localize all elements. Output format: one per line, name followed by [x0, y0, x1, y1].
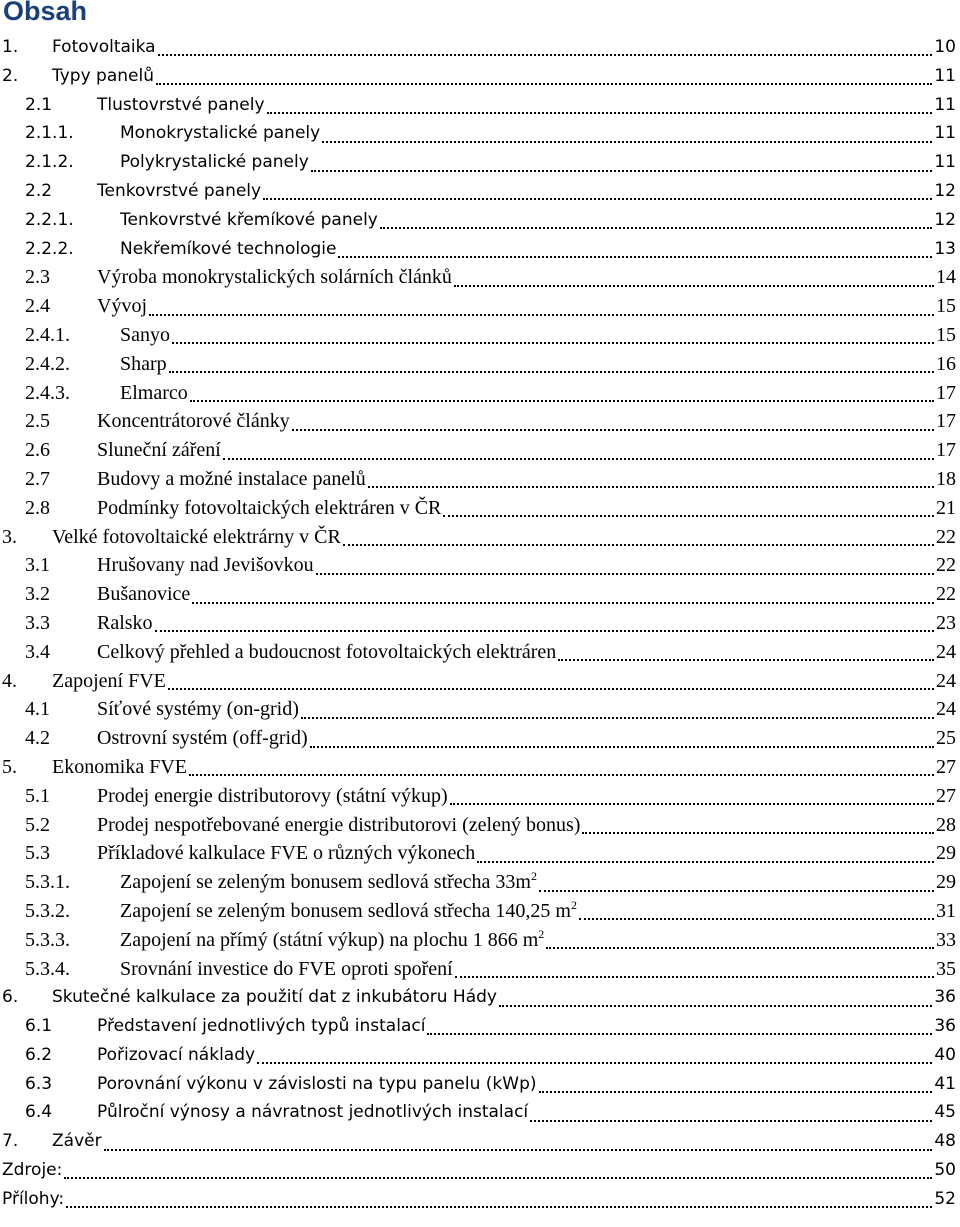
toc-entry-title	[52, 1127, 102, 1156]
toc-entry-number: 2.	[2, 65, 19, 86]
toc-entry-title-text: Elmarco	[120, 381, 188, 404]
toc-entry-page-number: 40	[934, 1044, 956, 1065]
toc-entry-page-number: 36	[934, 1016, 956, 1037]
dot-leader	[158, 54, 933, 56]
toc-entry[interactable]	[0, 638, 960, 667]
dot-leader	[257, 1062, 932, 1064]
toc-entry-number: 2.2	[25, 180, 53, 201]
toc-entry[interactable]	[0, 523, 960, 552]
toc-entry-title	[97, 1041, 255, 1070]
toc-entry-number: 2.6	[25, 439, 50, 462]
toc-entry-number: 6.4	[25, 1102, 53, 1123]
dot-leader	[292, 429, 934, 431]
dot-leader	[454, 285, 934, 287]
dot-leader	[380, 227, 933, 229]
toc-entry-title	[120, 235, 336, 264]
toc-entry-page-number: 52	[934, 1188, 956, 1209]
toc-entry-title-text: Přílohy:	[2, 1188, 65, 1209]
toc-entry-number: 6.	[2, 987, 19, 1008]
toc-entry-title-text: Bušanovice	[97, 583, 191, 606]
toc-entry-title	[0, 1156, 62, 1185]
toc-entry-number: 4.	[2, 669, 17, 692]
dot-leader	[310, 746, 934, 748]
toc-entry-number: 5.3	[25, 842, 50, 865]
dot-leader	[477, 861, 934, 863]
toc-entry-title-text: Sharp	[120, 352, 167, 375]
toc-entry-title	[120, 955, 453, 984]
toc-entry[interactable]	[0, 235, 960, 264]
toc-entry[interactable]	[0, 1041, 960, 1070]
toc-entry-title	[120, 321, 170, 350]
toc-entry-title	[97, 263, 452, 292]
dot-leader	[450, 803, 934, 805]
toc-entry-page-number: 12	[934, 180, 956, 201]
toc-entry-title-text: Tenkovrstvé panely	[97, 180, 262, 201]
toc-entry-page-number: 36	[934, 987, 956, 1008]
toc-entry-page-number: 31	[936, 899, 956, 922]
toc-entry[interactable]	[0, 379, 960, 408]
toc-entry-title-text: Vývoj	[97, 295, 147, 318]
toc-entry[interactable]	[0, 119, 960, 148]
toc-entry-title	[52, 753, 187, 782]
toc-entry-number: 2.7	[25, 467, 50, 490]
toc-entry-title-text: Budovy a možné instalace panelů	[97, 467, 366, 490]
toc-entry-page-number: 14	[936, 266, 956, 289]
toc-entry-title	[97, 1098, 528, 1127]
toc-entry-number: 3.2	[25, 583, 50, 606]
toc-entry-number: 6.3	[25, 1073, 53, 1094]
dot-leader	[343, 544, 934, 546]
dot-leader	[311, 170, 933, 172]
dot-leader	[192, 602, 934, 604]
toc-entry-number: 7.	[2, 1131, 19, 1152]
dot-leader	[156, 83, 932, 85]
toc-entry-title	[97, 811, 580, 840]
toc-entry[interactable]	[0, 811, 960, 840]
dot-leader	[539, 1091, 933, 1093]
toc-entry[interactable]	[0, 667, 960, 696]
toc-entry-number: 2.5	[25, 410, 50, 433]
toc-entry-number: 5.3.2.	[25, 899, 70, 922]
toc-entry-title	[52, 62, 154, 91]
dot-leader	[223, 458, 934, 460]
toc-entry[interactable]	[0, 350, 960, 379]
toc-entry-number: 3.3	[25, 611, 50, 634]
toc-entry-title	[97, 494, 441, 523]
toc-entry-number: 1.	[2, 37, 19, 57]
toc-entry-title	[97, 292, 147, 321]
toc-entry-title-text: Nekřemíkové technologie	[120, 238, 337, 259]
toc-entry[interactable]	[0, 955, 960, 984]
toc-entry-number: 2.4.1.	[25, 323, 70, 346]
toc-entry-title-text: Tlustovrstvé panely	[97, 94, 265, 115]
toc-entry-number: 3.	[2, 525, 17, 548]
toc-entry-title	[97, 1070, 537, 1099]
toc-entry[interactable]	[0, 436, 960, 465]
toc-entry-number: 2.1	[25, 94, 53, 115]
toc-entry-page-number: 29	[936, 871, 956, 894]
toc-entry-number: 2.2.2.	[25, 238, 74, 259]
toc-entry-number: 2.4.3.	[25, 381, 70, 404]
toc-entry-title-text: Zapojení se zeleným bonusem sedlová střecha 140,25 m	[120, 899, 571, 922]
toc-entry-number: 4.2	[25, 727, 50, 750]
toc-entry-title-text: Zdroje:	[2, 1160, 63, 1181]
dot-leader	[64, 1177, 932, 1179]
dot-leader	[455, 976, 934, 978]
toc-entry[interactable]	[0, 321, 960, 350]
toc-entry-title	[52, 33, 156, 62]
toc-entry-title-text: Pořizovací náklady	[97, 1044, 256, 1065]
toc-entry-title	[120, 119, 320, 148]
dot-leader	[169, 371, 934, 373]
toc-entry-title	[120, 206, 378, 235]
toc-entry-page-number: 21	[936, 496, 956, 519]
toc-entry-title	[0, 1185, 64, 1214]
toc-entry-superscript: 2	[531, 869, 537, 884]
toc-entry-number: 2.8	[25, 496, 50, 519]
toc-entry-title	[97, 638, 556, 667]
toc-entry[interactable]	[0, 609, 960, 638]
toc-entry-title	[97, 782, 448, 811]
dot-leader	[322, 141, 932, 143]
toc-entry-title-text: Síťové systémy (on-grid)	[97, 698, 299, 721]
dot-leader	[189, 774, 934, 776]
dot-leader	[168, 688, 934, 690]
dot-leader	[301, 717, 934, 719]
toc-entry-page-number: 29	[936, 842, 956, 865]
toc-entry-page-number: 24	[936, 669, 956, 692]
toc-entry[interactable]	[0, 695, 960, 724]
toc-entry-page-number: 17	[936, 439, 956, 462]
dot-leader	[427, 1033, 932, 1035]
toc-entry-page-number: 25	[936, 727, 956, 750]
toc-entry[interactable]	[0, 782, 960, 811]
toc-entry-page-number: 28	[936, 813, 956, 836]
toc-entry-title	[97, 609, 153, 638]
page-title: Obsah	[3, 0, 88, 26]
toc-entry-page-number: 45	[934, 1102, 956, 1123]
toc-entry[interactable]	[0, 839, 960, 868]
toc-entry[interactable]	[0, 868, 960, 897]
toc-entry[interactable]	[0, 580, 960, 609]
toc-entry-title-text: Ekonomika FVE	[52, 755, 187, 778]
toc-entry-title	[97, 436, 221, 465]
toc-entry-title	[120, 350, 167, 379]
toc-entry[interactable]	[0, 1185, 960, 1214]
toc-entry-page-number: 12	[934, 209, 956, 230]
toc-entry-title-text: Srovnání investice do FVE oproti spoření	[120, 957, 453, 980]
dot-leader	[530, 1120, 932, 1122]
toc-entry[interactable]	[0, 551, 960, 580]
toc-entry-page-number: 22	[936, 525, 956, 548]
toc-entry-title-text: Celkový přehled a budoucnost fotovoltaických elektráren	[97, 640, 557, 663]
toc-entry-page-number: 41	[934, 1073, 956, 1094]
toc-entry[interactable]	[0, 407, 960, 436]
toc-entry-page-number: 11	[934, 152, 956, 173]
toc-entry-page-number: 11	[934, 94, 956, 115]
dot-leader	[539, 890, 934, 892]
toc-entry-superscript: 2	[538, 926, 545, 941]
toc-entry[interactable]	[0, 1098, 960, 1127]
toc-entry-title	[120, 926, 544, 955]
toc-entry-title-text: Velké fotovoltaické elektrárny v ČR	[52, 525, 341, 548]
toc-entry[interactable]	[0, 177, 960, 206]
toc-entry-title-text: Skutečné kalkulace za použití dat z inkubátoru Hády	[52, 987, 497, 1008]
toc-entry-page-number: 35	[936, 957, 956, 980]
toc-entry-title	[120, 868, 537, 897]
toc-entry-title-text: Představení jednotlivých typů instalací	[97, 1016, 426, 1037]
toc-entry-page-number: 22	[936, 554, 956, 577]
toc-entry-page-number: 48	[934, 1131, 956, 1152]
toc-entry[interactable]	[0, 33, 960, 62]
dot-leader	[368, 486, 934, 488]
toc-entry-title-text: Zapojení FVE	[52, 669, 166, 692]
toc-entry-title-text: Závěr	[52, 1131, 102, 1152]
toc-entry-title-text: Příkladové kalkulace FVE o různých výkonech	[97, 842, 476, 865]
dot-leader	[443, 515, 934, 517]
toc-entry-title	[97, 465, 366, 494]
toc-entry[interactable]	[0, 1012, 960, 1041]
toc-entry[interactable]	[0, 91, 960, 120]
toc-entry[interactable]	[0, 983, 960, 1012]
toc-entry-number: 5.2	[25, 813, 50, 836]
toc-entry-title-text: Sluneční záření	[97, 439, 221, 462]
toc-entry-title	[52, 983, 497, 1012]
toc-entry-superscript: 2	[571, 897, 577, 912]
toc-entry-number: 4.1	[25, 698, 50, 721]
toc-entry-page-number: 27	[936, 784, 956, 807]
dot-leader	[172, 342, 934, 344]
toc-entry-number: 2.1.2.	[25, 152, 74, 173]
toc-entry-title-text: Zapojení se zeleným bonusem sedlová střecha 33m	[120, 871, 531, 894]
toc-entry-title-text: Ostrovní systém (off-grid)	[97, 727, 308, 750]
toc-entry-number: 2.4	[25, 295, 50, 318]
toc-entry-title	[52, 667, 166, 696]
toc-entry-title-text: Monokrystalické panely	[120, 123, 321, 144]
toc-entry[interactable]	[0, 494, 960, 523]
toc-entry-page-number: 33	[936, 928, 956, 951]
toc-entry-number: 2.4.2.	[25, 352, 70, 375]
toc-entry-title-text: Hrušovany nad Jevišovkou	[97, 554, 314, 577]
dot-leader	[190, 400, 934, 402]
toc-entry-number: 3.4	[25, 640, 50, 663]
dot-leader	[155, 630, 934, 632]
toc-entry-title-text: Sanyo	[120, 323, 170, 346]
toc-entry-title-text: Tenkovrstvé křemíkové panely	[120, 209, 378, 230]
toc-entry-title-text: Výroba monokrystalických solárních článků	[97, 266, 452, 289]
toc-entry-title	[97, 839, 475, 868]
toc-entry-number: 2.3	[25, 266, 50, 289]
toc-entry-page-number: 15	[936, 323, 956, 346]
toc-entry-number: 6.1	[25, 1016, 53, 1037]
toc-entry[interactable]	[0, 148, 960, 177]
toc-entry-page-number: 17	[936, 410, 956, 433]
dot-leader	[267, 112, 933, 114]
toc-entry-title	[97, 551, 314, 580]
toc-entry-page-number: 11	[934, 65, 956, 86]
toc-entry-title	[52, 523, 341, 552]
dot-leader	[546, 947, 934, 949]
dot-leader	[579, 918, 934, 920]
toc-entry[interactable]	[0, 724, 960, 753]
toc-entry-title-text: Půlroční výnosy a návratnost jednotlivých instalací	[97, 1102, 529, 1123]
toc-entry-title-text: Prodej energie distributorovy (státní výkup)	[97, 784, 448, 807]
toc-entry-title-text: Koncentrátorové články	[97, 410, 290, 433]
toc-entry-title	[97, 177, 261, 206]
toc-entry-page-number: 23	[936, 611, 956, 634]
toc-entry-number: 5.3.3.	[25, 928, 70, 951]
toc-entry[interactable]	[0, 206, 960, 235]
toc-entry[interactable]	[0, 897, 960, 926]
dot-leader	[558, 659, 934, 661]
toc-entry-number: 5.1	[25, 784, 50, 807]
toc-entry[interactable]	[0, 926, 960, 955]
toc-entry-number: 3.1	[25, 554, 50, 577]
toc-entry-number: 5.3.1.	[25, 871, 70, 894]
toc-entry-page-number: 18	[936, 467, 956, 490]
toc-entry-title-text: Polykrystalické panely	[120, 152, 309, 173]
toc-entry-title	[97, 91, 265, 120]
dot-leader	[66, 1206, 932, 1208]
dot-leader	[149, 314, 934, 316]
toc-entry-page-number: 22	[936, 583, 956, 606]
toc-entry[interactable]	[0, 1127, 960, 1156]
toc-entry-title	[120, 148, 309, 177]
toc-entry-title-text: Porovnání výkonu v závislosti na typu panelu (kWp)	[97, 1073, 537, 1094]
toc-entry-number: 2.1.1.	[25, 123, 74, 144]
toc-entry-title-text: Typy panelů	[52, 65, 154, 86]
dot-leader	[499, 1005, 932, 1007]
dot-leader	[263, 198, 932, 200]
toc-entry[interactable]	[0, 465, 960, 494]
toc-entry-title	[97, 695, 299, 724]
dot-leader	[316, 573, 934, 575]
dot-leader	[338, 256, 932, 258]
toc-entry-page-number: 50	[934, 1160, 956, 1181]
toc-entry-page-number: 10	[934, 37, 956, 57]
toc-entry-title	[97, 724, 308, 753]
toc-entry-page-number: 27	[936, 755, 956, 778]
toc-entry[interactable]	[0, 263, 960, 292]
toc-entry-title-text: Ralsko	[97, 611, 153, 634]
toc-entry-title	[120, 379, 188, 408]
toc-entry-page-number: 24	[936, 698, 956, 721]
toc-entry-page-number: 17	[936, 381, 956, 404]
toc-entry-title	[97, 407, 290, 436]
toc-entry-number: 2.2.1.	[25, 209, 74, 230]
toc-entry-page-number: 16	[936, 352, 956, 375]
toc-entry-number: 5.	[2, 755, 17, 778]
toc-entry-title-text: Podmínky fotovoltaických elektráren v ČR	[97, 496, 442, 519]
dot-leader	[582, 832, 934, 834]
toc-entry[interactable]	[0, 62, 960, 91]
toc-entry-page-number: 11	[934, 123, 956, 144]
toc-entry-page-number: 15	[936, 295, 956, 318]
toc-entry[interactable]	[0, 753, 960, 782]
toc-entry-title-text: Fotovoltaika	[52, 37, 156, 57]
toc-entry[interactable]	[0, 1070, 960, 1099]
toc-entry-title-text: Prodej nespotřebované energie distributorovi (zelený bonus)	[97, 813, 581, 836]
dot-leader	[104, 1149, 933, 1151]
toc-entry-number: 5.3.4.	[25, 957, 70, 980]
toc-entry-title-text: Zapojení na přímý (státní výkup) na plochu 1 866 m	[120, 928, 539, 951]
toc-entry-number: 6.2	[25, 1044, 53, 1065]
toc-entry-page-number: 24	[936, 640, 956, 663]
toc-entry[interactable]	[0, 1156, 960, 1185]
toc-entry-title	[97, 1012, 425, 1041]
toc-entry-title	[120, 897, 577, 926]
toc-entry-page-number: 13	[934, 238, 956, 259]
table-of-contents	[0, 33, 960, 1214]
toc-entry[interactable]	[0, 292, 960, 321]
toc-entry-title	[97, 580, 190, 609]
